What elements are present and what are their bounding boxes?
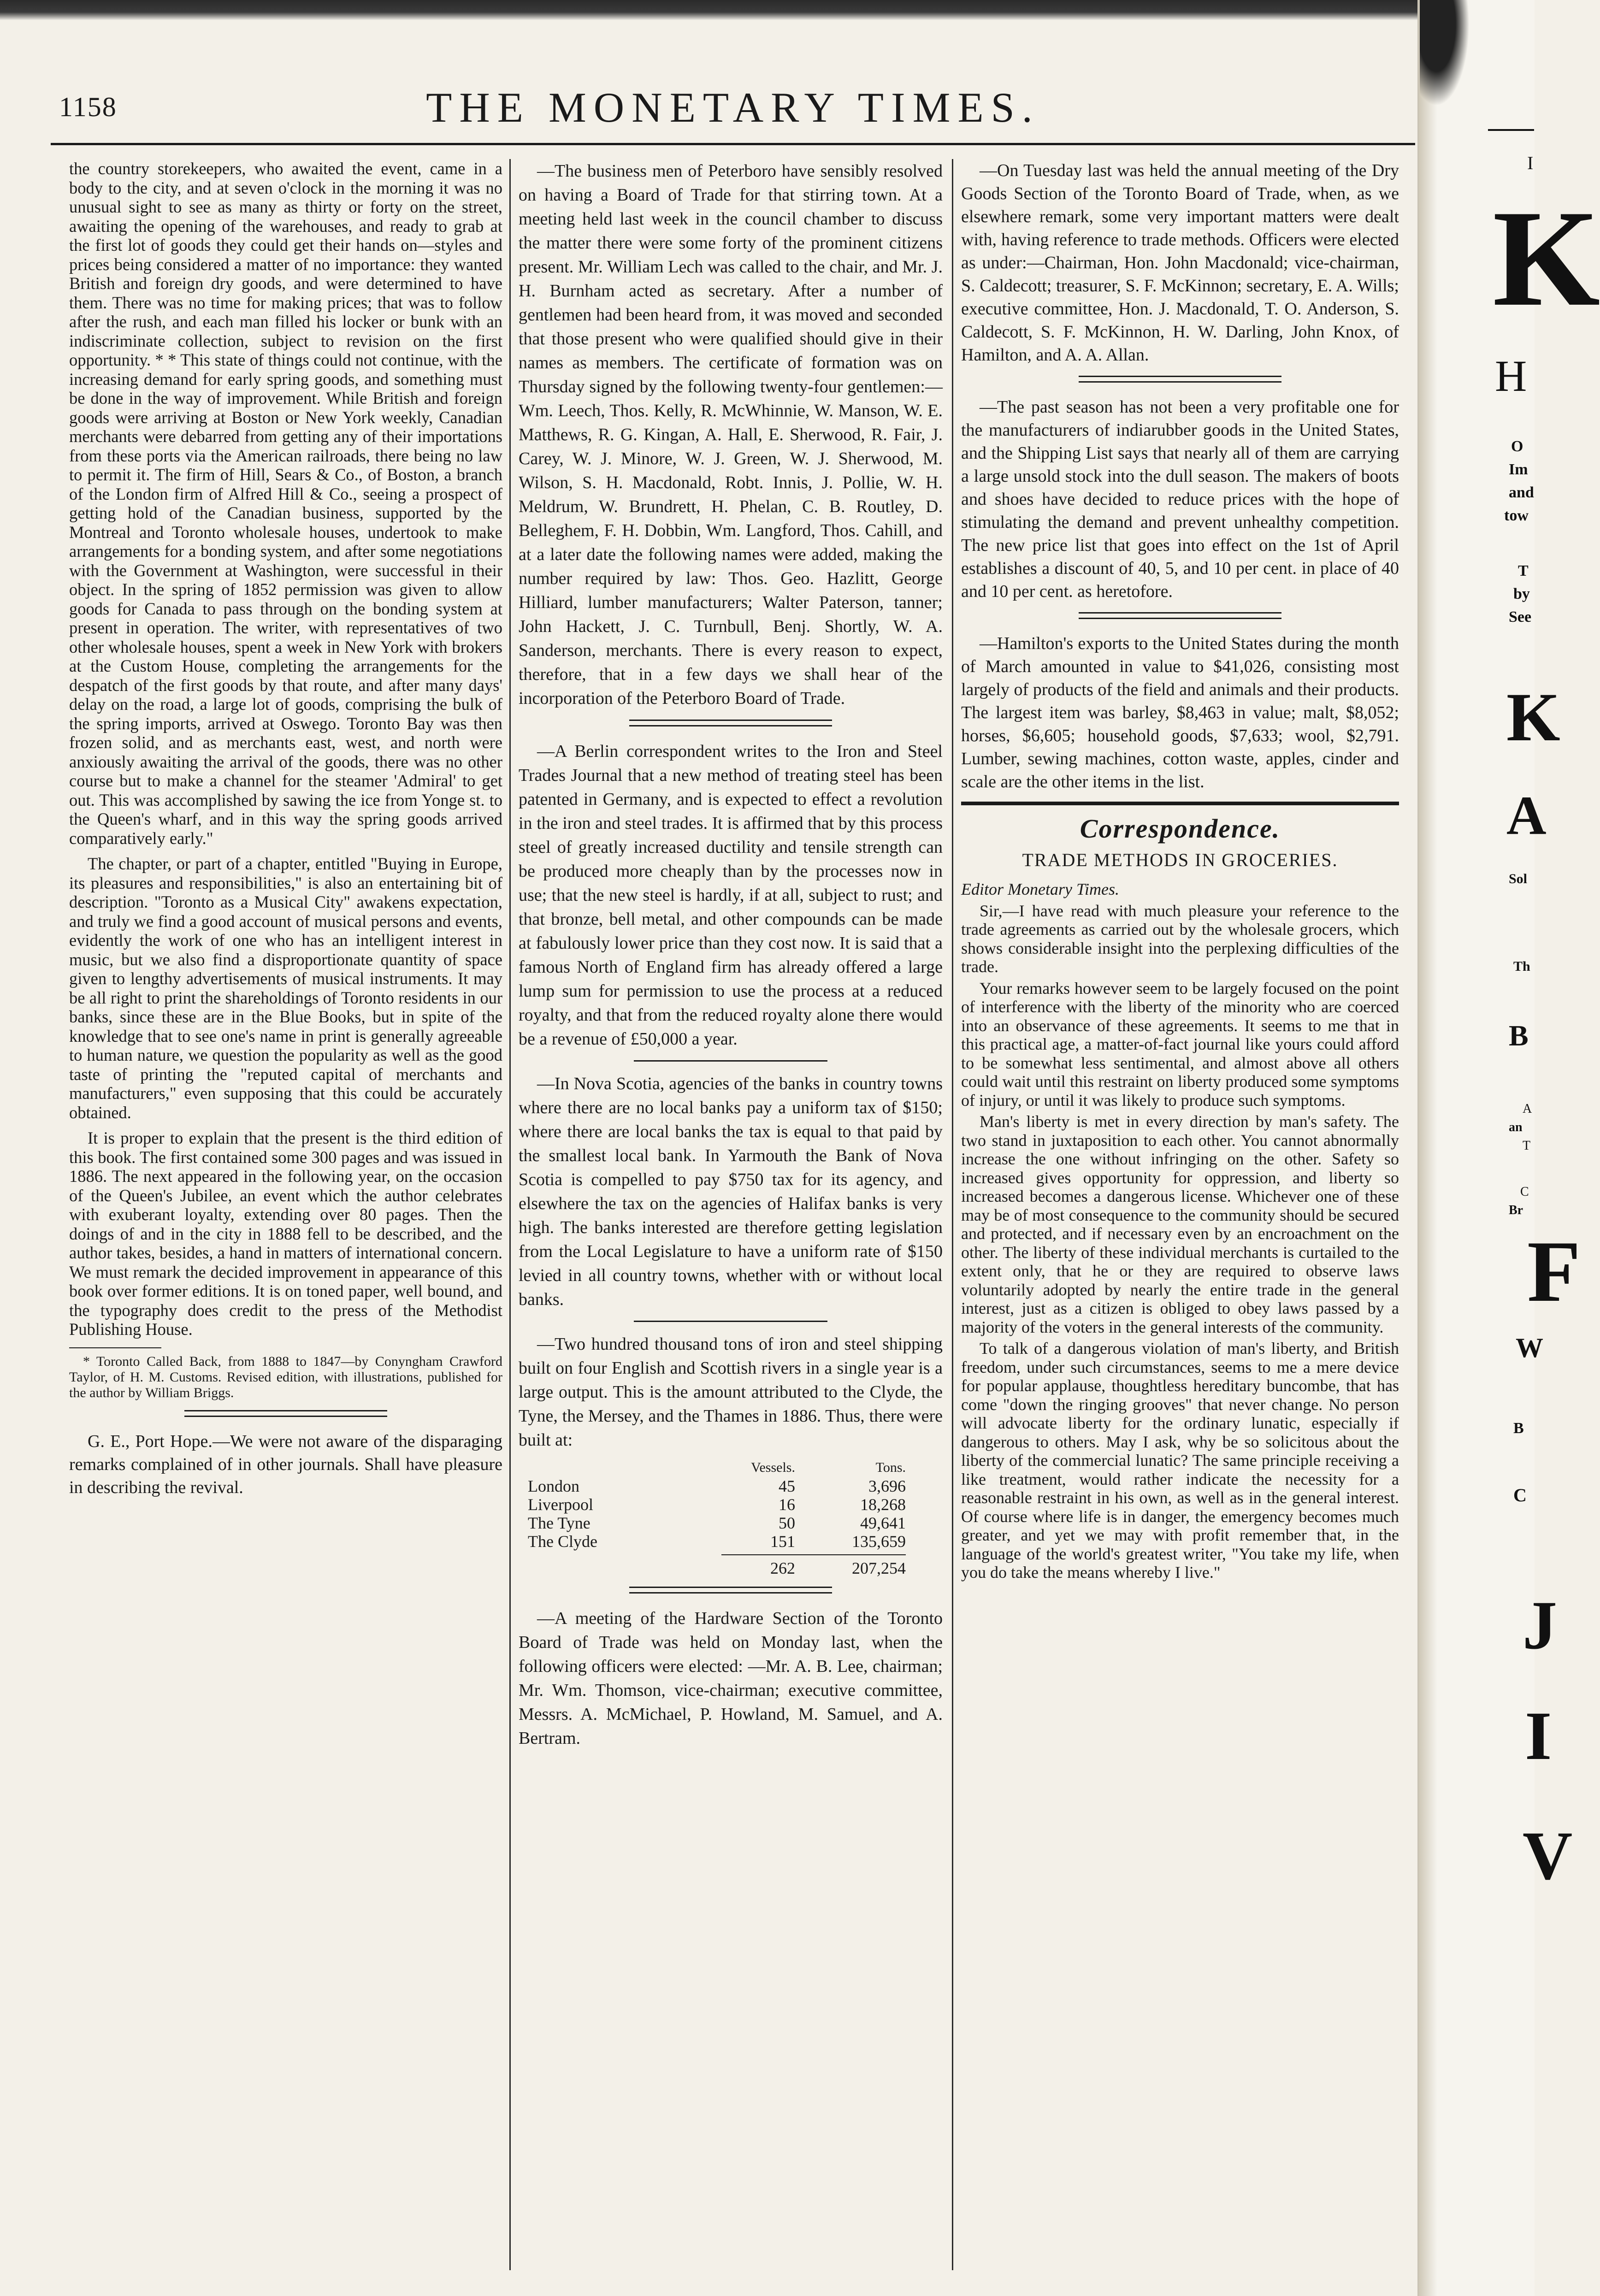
adjacent-text-fragment: F: [1527, 1223, 1581, 1320]
section-divider: [634, 1060, 827, 1062]
adjacent-text-fragment: V: [1523, 1818, 1573, 1894]
section-divider: [629, 1587, 832, 1594]
page-number: 1158: [59, 92, 117, 122]
table-cell: 45: [779, 1477, 795, 1495]
table-cell: London: [528, 1477, 579, 1495]
adjacent-text-fragment: See: [1509, 608, 1532, 626]
footnote: * Toronto Called Back, from 1888 to 1847—by Conyngham Crawford Taylor, of H. M. Customs. Revised edition, with illustrations, published for the author by William Briggs.: [69, 1353, 502, 1400]
scan-top-edge: [0, 0, 1533, 20]
letter-salutation-editor: Editor Monetary Times.: [961, 880, 1119, 898]
table-cell: 50: [779, 1514, 795, 1532]
adjacent-text-fragment: T: [1523, 1139, 1531, 1153]
adjacent-text-fragment: I: [1527, 153, 1534, 173]
section-title: Correspondence.: [1080, 814, 1281, 844]
adjacent-rule: [1488, 129, 1534, 131]
adjacent-text-fragment: tow: [1504, 507, 1529, 524]
table-cell: 151: [770, 1532, 795, 1551]
table-cell: 16: [779, 1495, 795, 1514]
adjacent-text-fragment: an: [1509, 1120, 1523, 1134]
adjacent-text-fragment: C: [1513, 1485, 1527, 1505]
letter-paragraph: Man's liberty is met in every direction by man's safety. The two stand in juxtaposition to each other. You cannot abnormally increase the one without infringing on the other. Safety so increased gives opportunity for oppression, and liberty so increased becomes a dangerous license. Whichever one of these may be of most consequence to the community should be secured and protected, and if necessary even by an encroachment on the other. The liberty of these individual merchants is curtailed to the extent only, that he or they are required to observe laws voluntarily adopted by nearly the entire trade in the general interest, just as a citizen is obliged to obey laws passed by a majority of the voters in the general interests of the community.: [961, 1112, 1399, 1336]
table-total-row: [528, 1559, 915, 1577]
paragraph: G. E., Port Hope.—We were not aware of the disparaging remarks complained of in other journals. Shall have pleasure in describing the revival.: [69, 1431, 502, 1497]
page-header: [51, 83, 1415, 138]
column-rule: [952, 159, 953, 2270]
news-item: —A meeting of the Hardware Section of the Toronto Board of Trade was held on Monday last, when the following officers were elected: —Mr. A. B. Lee, chairman; Mr. Wm. Thomson, vice-chairman; executive committee, Messrs. A. McMichael, P. Howland, M. Samuel, and A. Bertram.: [519, 1609, 943, 1748]
adjacent-text-fragment: W: [1516, 1333, 1543, 1363]
article-title: TRADE METHODS IN GROCERIES.: [1022, 850, 1338, 870]
table-cell: The Tyne: [528, 1514, 590, 1532]
footnote-rule: [69, 1347, 161, 1348]
news-item: —In Nova Scotia, agencies of the banks in country towns where there are no local banks pay a uniform tax of $150; where there are local banks the tax is equal to that paid by the smallest local bank. In Yarmouth the Bank of Nova Scotia is compelled to pay $750 tax for its agency, and elsewhere the tax on the agencies of Halifax banks is very high. The banks interested are therefore getting legislation from the Local Legislature to have a uniform rate of $150 levied in all country towns, whether with or without local banks.: [519, 1074, 943, 1309]
column-3: [961, 159, 1399, 2275]
adjacent-text-fragment: A: [1523, 1102, 1532, 1116]
table-cell: 207,254: [852, 1559, 906, 1577]
letter-paragraph: Sir,—I have read with much pleasure your reference to the trade agreements as carried out by the wholesale grocers, which shows considerable insight into the perplexing difficulties of the trade.: [961, 901, 1399, 976]
adjacent-text-fragment: A: [1506, 785, 1547, 846]
header-rule: [51, 143, 1415, 145]
news-item: —The business men of Peterboro have sensibly resolved on having a Board of Trade for that stirring town. At a meeting held last week in the council chamber to discuss the matter there were some forty of the prominent citizens present. Mr. William Lech was called to the chair, and Mr. J. H. Burnham acted as secretary. After a number of gentlemen had been heard from, it was moved and seconded that those present who were qualified should give in their names as members. The certificate of formation was on Thursday signed by the following twenty-four gentlemen:—Wm. Leech, Thos. Kelly, R. McWhinnie, W. Manson, W. E. Matthews, R. G. Kingan, A. Hall, E. Sherwood, R. Fair, J. Carey, W. J. Minore, W. J. Green, W. J. Sherwood, M. Wilson, S. H. Macdonald, Robt. Innis, J. Pollie, W. H. Meldrum, W. Brundrett, H. Phelan, C. B. Routley, D. Belleghem, F. H. Dobbin, Wm. Langford, Thos. Cahill, and at a later date the following names were added, making the number required by law: Thos. Geo. Hazlitt, George Hilliard, lumber manufacturers; Walter Paterson, tanner; John Hackett, J. C. Turnbull, Benj. Shortly, W. A. Sanderson, merchants. There is every reason to expect, therefore, that in a few days we shall hear of the incorporation of the Peterboro Board of Trade.: [519, 161, 943, 708]
table-header-cell: Tons.: [875, 1460, 906, 1475]
table-header-cell: Vessels.: [751, 1460, 795, 1475]
table-cell: 3,696: [868, 1477, 906, 1495]
table-cell: 18,268: [860, 1495, 906, 1514]
column-1: [69, 159, 502, 2275]
table-header-cell: [528, 1458, 721, 1477]
paragraph: It is proper to explain that the present is the third edition of this book. The first contained some 300 pages and was issued in 1886. The next appeared in the following year, on the occasion of the Queen's Jubilee, an event which the author celebrates with exuberant loyalty, extending over 80 pages. Then the doings of and in the city in 1888 fell to be described, and the author takes, besides, a hand in matters of international concern. We must remark the decided improvement in appearance of this book over former editions. It is on toned paper, well bound, and the typography does credit to the press of the Methodist Publishing House.: [69, 1128, 502, 1339]
paragraph: The chapter, or part of a chapter, entitled "Buying in Europe, its pleasures and responsibilities," is also an entertaining bit of description. "Toronto as a Musical City" awakens expectation, and truly we find a good account of musical persons and events, evidently the work of one who has an intelligent interest in music, but we also find a disproportionate quantity of space given to lengthy advertisements of musical instruments. It may be all right to print the shareholdings of Toronto residents in our banks, since these are in the Blue Books, but in spite of the knowledge that to see one's name in print is generally agreeable to human nature, we question the popularity as well as the good taste of printing the "reputed capital of merchants and manufacturers," even supposing that this could be accurately obtained.: [69, 854, 502, 1122]
table-row: [528, 1495, 915, 1514]
column-2: [519, 159, 943, 2275]
table-cell: 135,659: [852, 1532, 906, 1551]
adjacent-text-fragment: O: [1511, 438, 1523, 455]
adjacent-text-fragment: B: [1513, 1420, 1524, 1437]
table-cell: [528, 1559, 721, 1577]
table-row: [528, 1477, 915, 1495]
news-item: —A Berlin correspondent writes to the Iron and Steel Trades Journal that a new method of treating steel has been patented in Germany, and is expected to effect a revolution in the iron and steel trades. It is affirmed that by this process steel of greatly increased ductility and tensile strength can be produced more cheaply than by the processes now in use; that the new steel is hardly, if at all, subject to rust; and that bronze, bell metal, and other compounds can be made at fabulously lower price than they cost now. It is said that a famous North of England firm has already offered a large lump sum for permission to use the process at a reduced royalty, and that from the reduced royalty alone there would be a revenue of £50,000 a year.: [519, 742, 943, 1049]
adjacent-text-fragment: Im: [1509, 461, 1528, 478]
masthead-title: THE MONETARY TIMES.: [426, 84, 1040, 131]
section-divider: [634, 1321, 827, 1322]
section-divider: [1079, 612, 1281, 619]
adjacent-text-fragment: Sol: [1509, 871, 1528, 886]
news-item: —Hamilton's exports to the United States during the month of March amounted in value to $41,026, consisting most largely of products of the field and animals and their products. The largest item was barley, $8,463 in value; malt, $8,052; horses, $6,605; household goods, $7,633; wool, $2,791. Lumber, sewing machines, cotton waste, apples, cinder and scale are the other items in the list.: [961, 634, 1399, 791]
table-cell: Liverpool: [528, 1495, 593, 1514]
shipping-table: [528, 1458, 915, 1577]
column-rule: [509, 159, 511, 2270]
adjacent-text-fragment: K: [1493, 182, 1600, 335]
scan-torn-corner: [1420, 0, 1475, 120]
table-cell: 262: [770, 1559, 795, 1577]
adjacent-text-fragment: I: [1525, 1698, 1552, 1774]
adjacent-text-fragment: J: [1523, 1587, 1557, 1664]
adjacent-text-fragment: B: [1509, 1019, 1529, 1052]
adjacent-text-fragment: by: [1513, 585, 1530, 602]
news-item: —Two hundred thousand tons of iron and steel shipping built on four English and Scottish rivers in a single year is a large output. This is the amount attributed to the Clyde, the Tyne, the Mersey, and the Thames in 1886. Thus, there were built at:: [519, 1334, 943, 1450]
paragraph: the country storekeepers, who awaited the event, came in a body to the city, and at seven o'clock in the morning it was no unusual sight to see as many as thirty or forty on the street, awaiting the opening of the warehouses, and ready to grab at the first lot of goods they could get their hands on—styles and prices being considered a matter of no importance: they wanted British and foreign dry goods, and were determined to have them. There was no time for making prices; that was to follow after the rush, and each man filled his locker or bunk with an indiscriminate collection, subject to revision on the first opportunity. * * This state of things could not continue, with the increasing demand for early spring goods, and something must be done in the way of improvement. While British and foreign goods were arriving at Boston or New York weekly, Canadian merchants were debarred from getting any of their importations from these ports via the American railroads, there being no law to permit it. The firm of Hill, Sears & Co., of Boston, a branch of the London firm of Alfred Hill & Co., seeing a prospect of getting hold of the Canadian business, supported by the Montreal and Toronto wholesale houses, undertook to make arrangements for a bonding system, and after some negotiations with the Government at Washington, were successful in their object. In the spring of 1852 permission was given to allow goods for Canada to pass through on the bonding system at present in operation. The writer, with representatives of two other wholesale houses, spent a week in New York with brokers at the Custom House, completing the arrangements for the despatch of the first goods by that route, and after many days' delay on the road, a large lot of goods, comprising the bulk of the spring imports, arrived at Oswego. Toronto Bay was then frozen solid, and as merchants east, west, and north were anxiously awaiting the arrival of the goods, there was no other course but to make a channel for the steamer 'Admiral' to get out. This was accomplished by sawing the ice from Yonge st. to the Queen's wharf, and in this way the spring goods arrived comparatively early.": [69, 159, 502, 848]
letter-body: [961, 880, 1399, 1582]
adjacent-text-fragment: Th: [1513, 959, 1530, 974]
table-cell: 49,641: [860, 1514, 906, 1532]
adjacent-text-fragment: H: [1495, 351, 1527, 401]
section-divider: [184, 1410, 387, 1417]
table-row: [528, 1514, 915, 1532]
news-item: —The past season has not been a very profitable one for the manufacturers of indiarubber goods in the United States, and the Shipping List says that nearly all of them are carrying a large unsold stock into the dull season. The makers of boots and shoes have decided to reduce prices with the hope of stimulating the demand and prevent unhealthy competition. The new price list that goes into effect on the 1st of April establishes a discount of 40, 5, and 10 per cent. in place of 40 and 10 per cent. as heretofore.: [961, 397, 1399, 601]
adjacent-text-fragment: C: [1520, 1185, 1529, 1199]
table-header-row: [528, 1458, 915, 1477]
adjacent-text-fragment: K: [1506, 679, 1560, 755]
section-divider: [629, 720, 832, 726]
adjacent-text-fragment: and: [1509, 484, 1534, 501]
table-sum-rule: [721, 1554, 906, 1555]
page-gutter: [1419, 0, 1437, 2296]
adjacent-text-fragment: Br: [1509, 1203, 1523, 1217]
section-divider-thick: [961, 802, 1399, 805]
adjacent-page-strip: [1417, 0, 1600, 2296]
table-row: [528, 1532, 915, 1551]
adjacent-text-fragment: T: [1518, 562, 1529, 579]
news-item: —On Tuesday last was held the annual meeting of the Dry Goods Section of the Toronto Board of Trade, when, as we elsewhere remark, some very important matters were dealt with, having reference to trade methods. Officers were elected as under:—Chairman, Hon. John Macdonald; vice-chairman, S. Caldecott; treasurer, S. F. McKinnon; secretary, E. A. Wills; executive committee, Hon. J. Macdonald, T. O. Anderson, S. Caldecott, S. F. McKinnon, H. W. Darling, John Knox, of Hamilton, and A. A. Allan.: [961, 161, 1399, 365]
section-divider: [1079, 376, 1281, 383]
table-cell: The Clyde: [528, 1532, 597, 1551]
letter-paragraph: To talk of a dangerous violation of man's liberty, and British freedom, under such circumstances, seems to me a mere device for popular applause, thoughtless hereditary buncombe, that has come "down the ringing grooves" that never change. No person will advocate liberty for the ordinary lunatic, especially if dangerous to others. May I ask, why be so solicitous about the liberty of the commercial lunatic? The same principle receiving a like treatment, would rather indicate the necessity for a reasonable restraint in his own, as well as in the general interest. Of course where life is in danger, the emergency becomes much greater, and yet we may with profit remember that, in the language of the world's greatest writer, "You take my life, when you do take the means whereby I live.": [961, 1339, 1399, 1582]
letter-paragraph: Your remarks however seem to be largely focused on the point of interference with the liberty of the minority who are coerced into an observance of these agreements. It seems to me that in this practical age, a matter-of-fact journal like yours could afford to be somewhat less sentimental, and almost above all others could wait until this restraint on liberty produced some symptoms of injury, or until it was likely to produce such symptoms.: [961, 979, 1399, 1110]
